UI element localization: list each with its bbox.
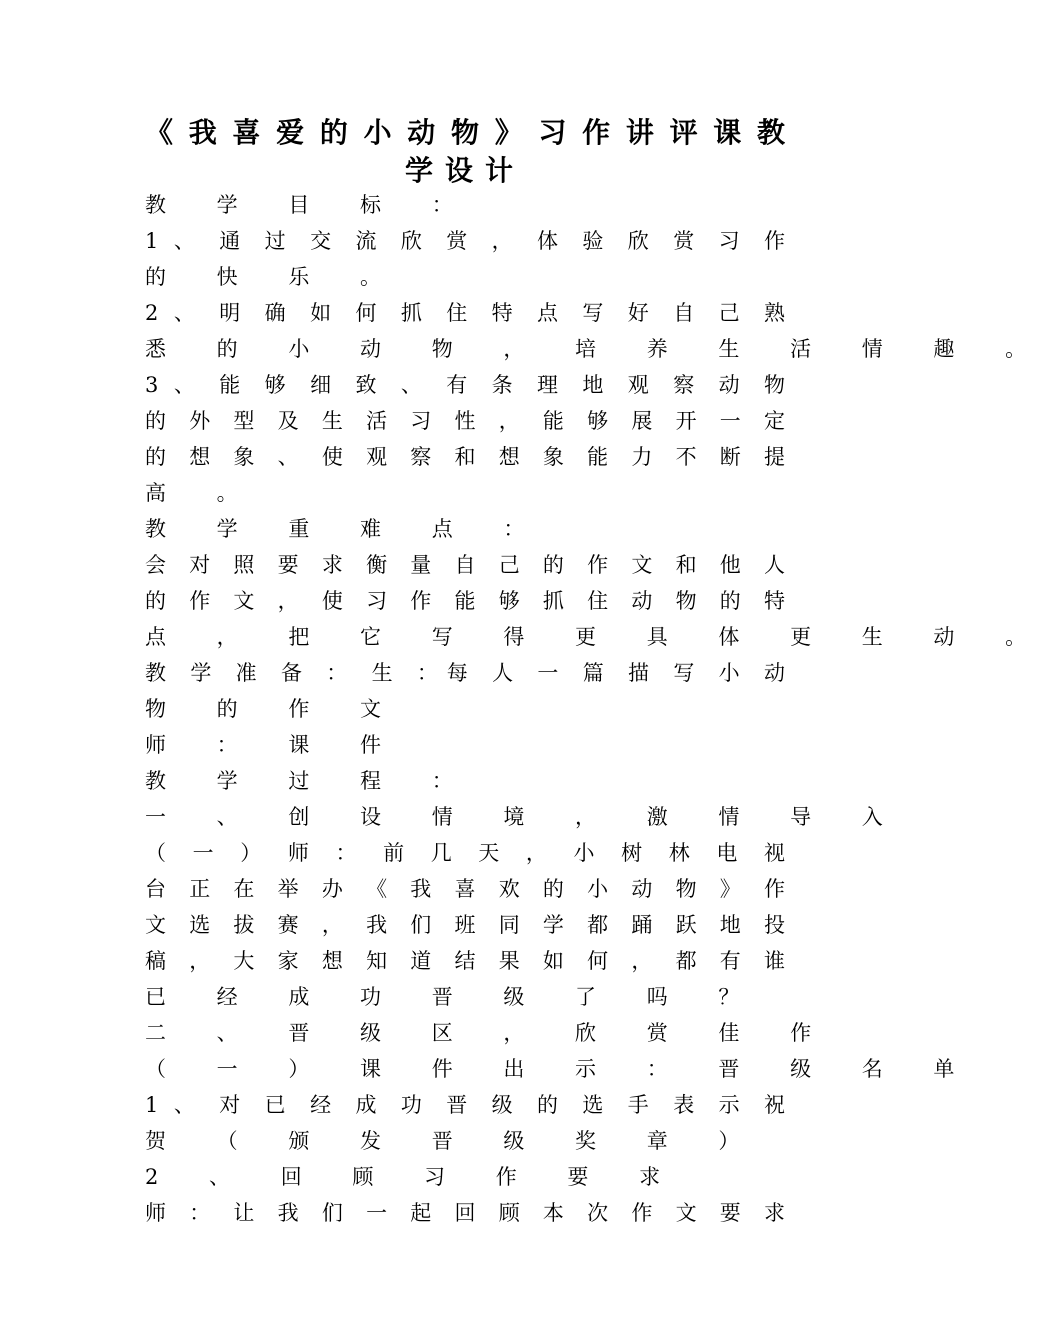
document-body bbox=[145, 187, 1048, 1231]
text-line: （ 一 ） 课 件 出 示 ： 晋 级 名 单 bbox=[145, 1057, 977, 1081]
text-line: 教 学 重 难 点 ： bbox=[145, 517, 547, 541]
text-line: 文 选 拔 赛 ， 我 们 班 同 学 都 踊 跃 地 投 bbox=[145, 913, 785, 937]
text-line: 2 、 回 顾 习 作 要 求 bbox=[145, 1165, 683, 1189]
text-line: 稿 ， 大 家 想 知 道 结 果 如 何 ， 都 有 谁 bbox=[145, 949, 785, 973]
text-line: 高 。 bbox=[145, 481, 260, 505]
text-line: 的 快 乐 。 bbox=[145, 265, 404, 289]
title-line-2: 学设计 bbox=[404, 154, 525, 187]
text-line: 的 外 型 及 生 活 习 性 ， 能 够 展 开 一 定 bbox=[145, 409, 785, 433]
text-line: 1 、 通 过 交 流 欣 赏 ， 体 验 欣 赏 习 作 bbox=[145, 229, 785, 253]
text-line: 师 ： 课 件 bbox=[145, 733, 404, 757]
text-line: 悉 的 小 动 物 ， 培 养 生 活 情 趣 。 bbox=[145, 337, 1048, 361]
text-line: 教 学 目 标 ： bbox=[145, 193, 475, 217]
text-line: （ 一 ） 师 ： 前 几 天 ， 小 树 林 电 视 bbox=[145, 841, 785, 865]
text-line: 台 正 在 举 办 《 我 喜 欢 的 小 动 物 》 作 bbox=[145, 877, 785, 901]
text-line: 二 、 晋 级 区 ， 欣 赏 佳 作 bbox=[145, 1021, 834, 1045]
text-line: 3 、 能 够 细 致 、 有 条 理 地 观 察 动 物 bbox=[145, 373, 785, 397]
title-line-1: 《 我 喜 爱 的 小 动 物 》 习 作 讲 评 课 教 bbox=[145, 116, 785, 149]
text-line: 师 ： 让 我 们 一 起 回 顾 本 次 作 文 要 求 bbox=[145, 1201, 785, 1225]
text-line: 贺 （ 颁 发 晋 级 奖 章 ） bbox=[145, 1129, 762, 1153]
document-title bbox=[145, 114, 785, 190]
text-line: 的 想 象 、 使 观 察 和 想 象 能 力 不 断 提 bbox=[145, 445, 785, 469]
text-line: 已 经 成 功 晋 级 了 吗 ？ bbox=[145, 985, 762, 1009]
text-line: 教 学 过 程 ： bbox=[145, 769, 475, 793]
text-line: 教 学 准 备 ： 生 ：每 人 一 篇 描 写 小 动 bbox=[145, 661, 785, 685]
text-line: 的 作 文 ， 使 习 作 能 够 抓 住 动 物 的 特 bbox=[145, 589, 785, 613]
text-line: 一 、 创 设 情 境 ， 激 情 导 入 bbox=[145, 805, 905, 829]
text-line: 2 、 明 确 如 何 抓 住 特 点 写 好 自 己 熟 bbox=[145, 301, 785, 325]
text-line: 会 对 照 要 求 衡 量 自 己 的 作 文 和 他 人 bbox=[145, 553, 785, 577]
text-line: 1 、 对 已 经 成 功 晋 级 的 选 手 表 示 祝 bbox=[145, 1093, 785, 1117]
text-line: 物 的 作 文 bbox=[145, 697, 404, 721]
text-line: 点 ， 把 它 写 得 更 具 体 更 生 动 。 bbox=[145, 625, 1048, 649]
